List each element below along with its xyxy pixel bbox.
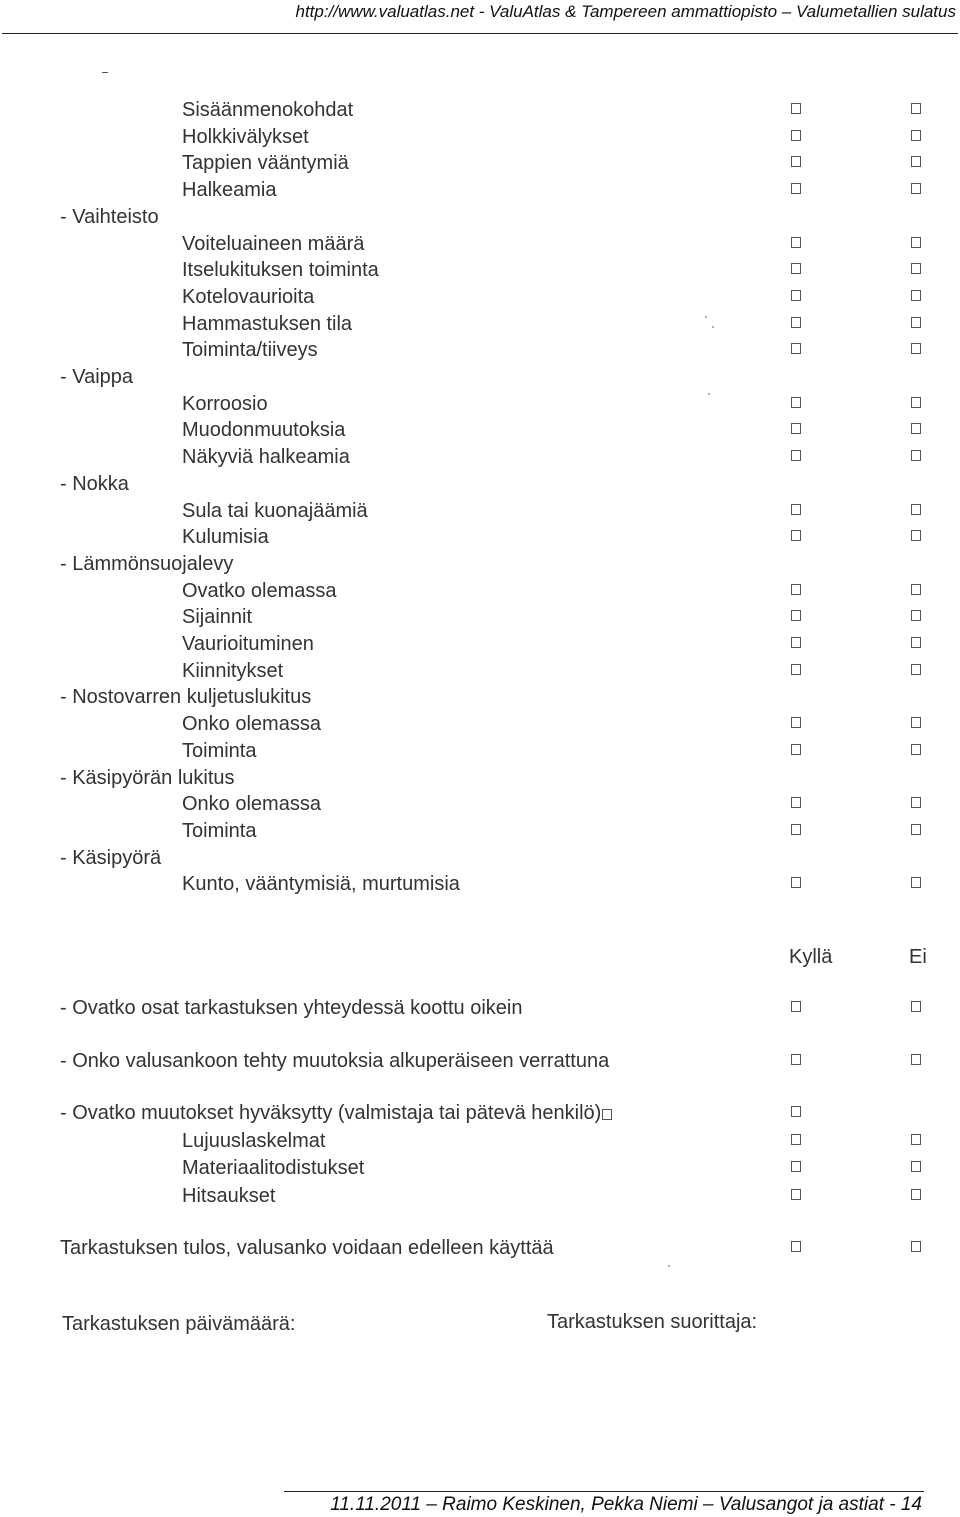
label-text: Holkkivälykset: [182, 125, 309, 148]
item-label: [182, 524, 269, 550]
label-text: Toiminta: [182, 819, 257, 842]
label-text: - Vaihteisto: [60, 205, 159, 228]
label-text: Tarkastuksen tulos, valusanko voidaan edelleen käyttää: [60, 1237, 554, 1259]
checklist-row: [0, 97, 960, 123]
checklist-row: [0, 311, 960, 337]
label-text: Hitsaukset: [182, 1185, 276, 1207]
checkbox-no[interactable]: [911, 1001, 921, 1012]
checkbox-yes[interactable]: [791, 504, 801, 515]
label-text: Itselukituksen toiminta: [182, 259, 379, 282]
checkbox-no[interactable]: [911, 317, 921, 328]
checklist-row: [0, 124, 960, 150]
label-text: Voiteluaineen määrä: [182, 232, 365, 255]
inline-checkbox[interactable]: [602, 1109, 612, 1120]
checklist-row: [0, 738, 960, 764]
question-row: [0, 995, 960, 1021]
item-label: [182, 257, 379, 283]
label-text: Kulumisia: [182, 526, 269, 549]
item-label: [182, 658, 283, 684]
label-text: - Lämmönsuojalevy: [60, 552, 234, 575]
label-text: Kiinnitykset: [182, 659, 284, 682]
question-row: [0, 1100, 960, 1126]
checkbox-no[interactable]: [911, 1161, 921, 1172]
item-label: [182, 791, 321, 817]
label-text: Toiminta: [182, 739, 257, 762]
checkbox-yes[interactable]: [791, 717, 801, 728]
checkbox-no[interactable]: [911, 1134, 921, 1145]
column-header-yes: Kyllä: [789, 946, 833, 968]
checkbox-yes[interactable]: [791, 824, 801, 835]
label-text: Halkeamia: [182, 179, 277, 202]
section-label: [60, 364, 133, 390]
item-label: [182, 1128, 325, 1154]
checkbox-no[interactable]: [911, 797, 921, 808]
item-label: [182, 604, 252, 630]
label-text: Toiminta/tiiveys: [182, 339, 318, 362]
item-label: [182, 578, 337, 604]
checkbox-yes[interactable]: [791, 584, 801, 595]
label-text: - Käsipyörä: [60, 846, 162, 869]
label-text: - Vaippa: [60, 366, 134, 388]
item-label: [182, 150, 349, 176]
item-label: [182, 498, 368, 524]
checkbox-yes[interactable]: [791, 103, 801, 114]
item-label: [182, 711, 321, 737]
question-row: [0, 1235, 960, 1261]
footer-rule: [284, 1491, 924, 1492]
checkbox-no[interactable]: [911, 450, 921, 461]
section-label: [60, 204, 159, 230]
checkbox-yes[interactable]: [791, 1001, 801, 1012]
checklist-row: [0, 204, 960, 230]
checkbox-no[interactable]: [911, 103, 921, 114]
item-label: [182, 738, 256, 764]
checkbox-no[interactable]: [911, 584, 921, 595]
item-label: [182, 818, 256, 844]
checkbox-no[interactable]: [911, 610, 921, 621]
checklist-row: [0, 871, 960, 897]
checklist-row: [0, 658, 960, 684]
item-label: [182, 124, 309, 150]
label-text: Hammastuksen tila: [182, 312, 353, 335]
checklist-row: [0, 578, 960, 604]
checkbox-no[interactable]: [911, 343, 921, 354]
checkbox-no[interactable]: [911, 423, 921, 434]
item-label: [182, 417, 345, 443]
checklist-row: [0, 471, 960, 497]
checkbox-yes[interactable]: [791, 263, 801, 274]
label-text: Näkyviä halkeamia: [182, 446, 350, 469]
checkbox-yes[interactable]: [791, 877, 801, 888]
checkbox-yes[interactable]: [791, 343, 801, 354]
label-text: Tappien vääntymiä: [182, 152, 349, 175]
checkbox-yes[interactable]: [791, 423, 801, 434]
section-label: [60, 765, 235, 791]
checkbox-no[interactable]: [911, 744, 921, 755]
section-label: [60, 1048, 609, 1074]
label-text: Korroosio: [182, 392, 268, 415]
checkbox-no[interactable]: [911, 1241, 921, 1252]
checkbox-no[interactable]: [911, 824, 921, 835]
item-label: [182, 444, 350, 470]
label-text: Sijainnit: [182, 606, 253, 629]
checklist-row: [0, 791, 960, 817]
checkbox-yes[interactable]: [791, 530, 801, 541]
checkbox-no[interactable]: [911, 717, 921, 728]
checklist-row: [0, 177, 960, 203]
checklist-row: [0, 391, 960, 417]
checkbox-no[interactable]: [911, 290, 921, 301]
checkbox-no[interactable]: [911, 504, 921, 515]
checkbox-yes[interactable]: [791, 637, 801, 648]
section-label: [60, 845, 161, 871]
checkbox-no[interactable]: [911, 397, 921, 408]
checkbox-yes[interactable]: [791, 183, 801, 194]
scan-speck: [712, 326, 714, 328]
label-text: Kunto, vääntymisiä, murtumisia: [182, 873, 460, 896]
checkbox-yes[interactable]: [791, 610, 801, 621]
checklist-row: [0, 231, 960, 257]
label-text: - Ovatko muutokset hyväksytty (valmistaja tai pätevä henkilö): [60, 1102, 602, 1124]
checkbox-yes[interactable]: [791, 130, 801, 141]
label-text: Materiaalitodistukset: [182, 1157, 365, 1179]
checklist-row: [0, 765, 960, 791]
column-header-no: Ei: [909, 946, 927, 968]
item-label: [182, 284, 314, 310]
checkbox-no[interactable]: [911, 1189, 921, 1200]
checkbox-yes[interactable]: [791, 1054, 801, 1065]
label-text: Muodonmuutoksia: [182, 419, 346, 442]
checklist-row: [0, 417, 960, 443]
checkbox-yes[interactable]: [791, 744, 801, 755]
page-header: http://www.valuatlas.net - ValuAtlas & Tampereen ammattiopisto – Valumetallien sulatus: [295, 2, 956, 21]
label-text: Lujuuslaskelmat: [182, 1130, 326, 1152]
label-text: Onko olemassa: [182, 713, 321, 736]
checklist-row: [0, 684, 960, 710]
checkbox-no[interactable]: [911, 877, 921, 888]
checklist-row: [0, 444, 960, 470]
item-label: [182, 871, 460, 897]
checkbox-no[interactable]: [911, 263, 921, 274]
section-label: [60, 684, 311, 710]
scan-speck: [708, 393, 710, 395]
checkbox-yes[interactable]: [791, 664, 801, 675]
checkbox-yes[interactable]: [791, 1189, 801, 1200]
label-text: - Onko valusankoon tehty muutoksia alkuperäiseen verrattuna: [60, 1050, 610, 1072]
checkbox-yes[interactable]: [791, 1241, 801, 1252]
checklist-row: [0, 845, 960, 871]
checkbox-yes[interactable]: [791, 1134, 801, 1145]
item-label: [182, 391, 268, 417]
scan-speck: [668, 1265, 670, 1267]
section-label: [60, 551, 233, 577]
item-label: [182, 177, 276, 203]
checklist-row: [0, 631, 960, 657]
checklist-row: [0, 498, 960, 524]
section-label: [60, 1235, 554, 1261]
label-text: Onko olemassa: [182, 793, 321, 816]
checkbox-yes[interactable]: [791, 1106, 801, 1117]
checkbox-yes[interactable]: [791, 290, 801, 301]
checkbox-yes[interactable]: [791, 450, 801, 461]
checklist-row: [0, 818, 960, 844]
section-label: [60, 995, 522, 1021]
checklist-row: [0, 257, 960, 283]
page-footer: 11.11.2011 – Raimo Keskinen, Pekka Niemi – Valusangot ja astiat - 14: [330, 1494, 922, 1515]
item-label: [182, 337, 318, 363]
checkbox-no[interactable]: [911, 664, 921, 675]
scan-speck: [705, 316, 707, 318]
checkbox-yes[interactable]: [791, 1161, 801, 1172]
checkbox-no[interactable]: [911, 156, 921, 167]
checklist-row: [0, 551, 960, 577]
item-label: [182, 231, 364, 257]
label-text: Kotelovaurioita: [182, 285, 315, 308]
checklist-row: [0, 604, 960, 630]
item-label: [182, 311, 352, 337]
checklist-row: [0, 284, 960, 310]
checkbox-no[interactable]: [911, 130, 921, 141]
section-label: [60, 471, 129, 497]
item-label: [182, 97, 353, 123]
question-row: [0, 1155, 960, 1181]
checklist-row: [0, 364, 960, 390]
item-label: [182, 1155, 364, 1181]
checkbox-no[interactable]: [911, 637, 921, 648]
label-text: Sisäänmenokohdat: [182, 99, 354, 121]
checkbox-no[interactable]: [911, 1054, 921, 1065]
checkbox-no[interactable]: [911, 530, 921, 541]
question-row: [0, 1183, 960, 1209]
inspector-label: Tarkastuksen suorittaja:: [547, 1311, 758, 1333]
checkbox-no[interactable]: [911, 183, 921, 194]
label-text: - Ovatko osat tarkastuksen yhteydessä koottu oikein: [60, 997, 523, 1019]
section-label: [60, 1100, 612, 1126]
label-text: - Nostovarren kuljetuslukitus: [60, 686, 312, 709]
label-text: Vaurioituminen: [182, 633, 314, 655]
checkbox-yes[interactable]: [791, 237, 801, 248]
label-text: Sula tai kuonajäämiä: [182, 499, 368, 522]
stray-mark: [102, 72, 108, 73]
checkbox-yes[interactable]: [791, 156, 801, 167]
checkbox-yes[interactable]: [791, 797, 801, 808]
checklist-row: [0, 711, 960, 737]
label-text: - Nokka: [60, 472, 129, 495]
label-text: Ovatko olemassa: [182, 579, 337, 602]
inspection-date-label: Tarkastuksen päivämäärä:: [62, 1313, 296, 1335]
item-label: [182, 1183, 275, 1209]
question-row: [0, 1128, 960, 1154]
checkbox-yes[interactable]: [791, 397, 801, 408]
checklist-row: [0, 337, 960, 363]
checklist-row: [0, 150, 960, 176]
checklist-row: [0, 524, 960, 550]
header-rule: [2, 33, 958, 34]
checkbox-yes[interactable]: [791, 317, 801, 328]
checkbox-no[interactable]: [911, 237, 921, 248]
question-row: [0, 1048, 960, 1074]
label-text: - Käsipyörän lukitus: [60, 766, 235, 789]
item-label: [182, 631, 314, 657]
